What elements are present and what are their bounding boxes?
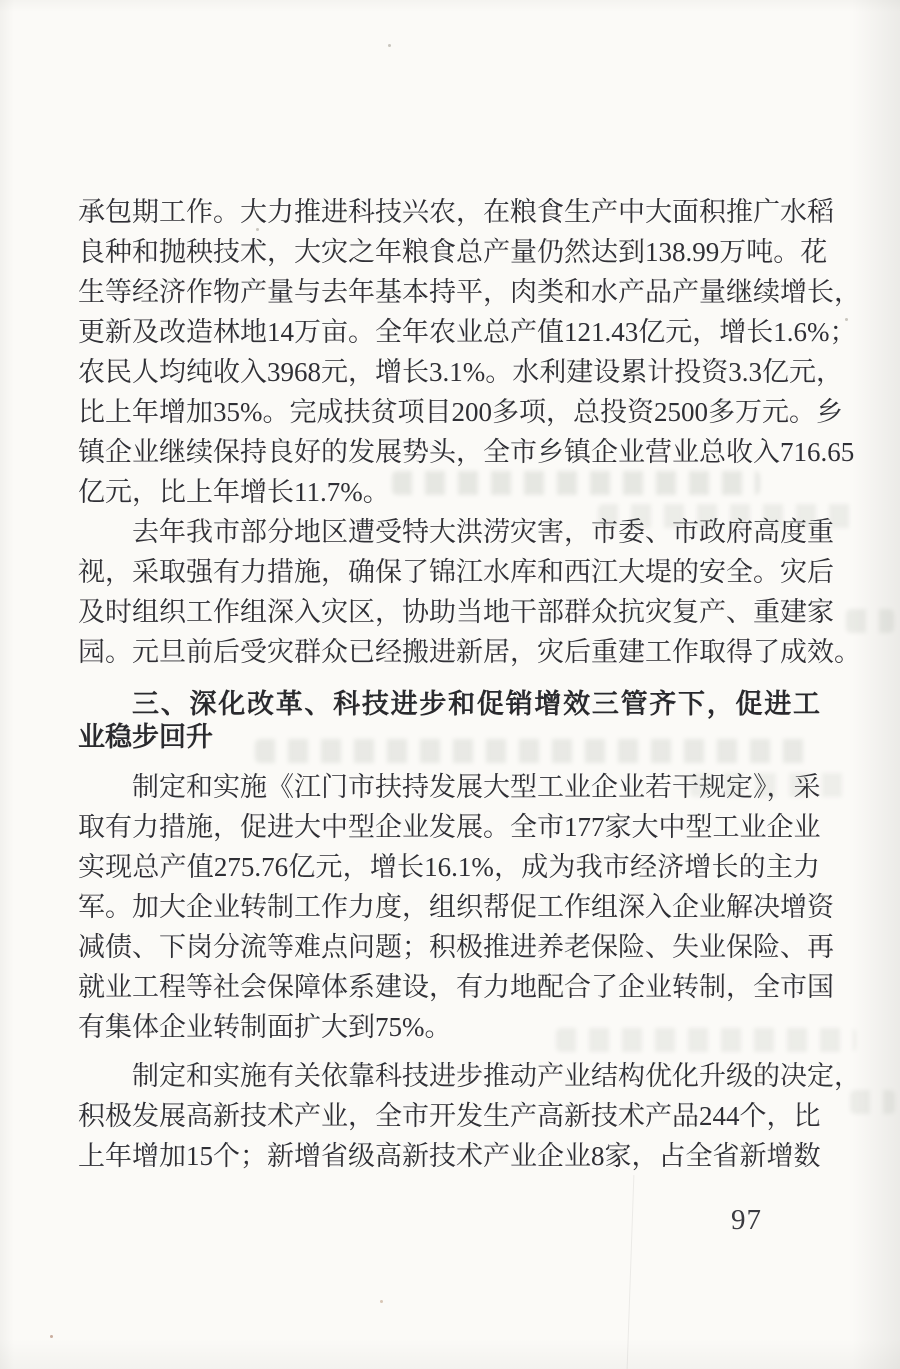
text-line: 取有力措施，促进大中型企业发展。全市177家大中型工业企业 [78, 812, 821, 842]
text-line: 军。加大企业转制工作力度，组织帮促工作组深入企业解决增资 [78, 892, 834, 922]
paragraph-hightech [78, 1056, 861, 1176]
text-line: 制定和实施《江门市扶持发展大型工业企业若干规定》，采 [132, 772, 821, 802]
text-line: 就业工程等社会保障体系建设，有力地配合了企业转制，全市国 [78, 972, 834, 1002]
text-line: 亿元，比上年增长11.7%。 [78, 477, 390, 507]
text-line: 有集体企业转制面扩大到75%。 [78, 1012, 452, 1042]
paragraph-agriculture [78, 192, 861, 512]
paragraph-industry [78, 767, 834, 1047]
ink-bleed-smudge [255, 739, 810, 763]
ink-bleed-smudge [392, 471, 760, 495]
heading-line: 业稳步回升 [78, 722, 213, 753]
dust-speck [388, 44, 391, 47]
dust-speck [845, 318, 848, 321]
dust-speck [256, 228, 259, 231]
ink-bleed-smudge [846, 609, 894, 633]
dust-speck [380, 1300, 383, 1303]
text-line: 视，采取强有力措施，确保了锦江水库和西江大堤的安全。灾后 [78, 557, 834, 587]
ink-bleed-smudge [850, 1090, 895, 1114]
ink-bleed-smudge [556, 1028, 856, 1052]
text-line: 减债、下岗分流等难点问题；积极推进养老保险、失业保险、再 [78, 932, 834, 962]
dust-speck [730, 205, 733, 208]
text-line: 比上年增加35%。完成扶贫项目200多项，总投资2500多万元。乡 [78, 397, 843, 427]
paper-crease [627, 1175, 635, 1369]
text-line: 镇企业继续保持良好的发展势头，全市乡镇企业营业总收入716.65 [78, 437, 855, 467]
text-line: 农民人均纯收入3968元，增长3.1%。水利建设累计投资3.3亿元， [78, 357, 843, 387]
text-line: 上年增加15个；新增省级高新技术产业企业8家，占全省新增数 [78, 1141, 821, 1171]
text-line: 更新及改造林地14万亩。全年农业总产值121.43亿元，增长1.6%； [78, 317, 857, 347]
text-line: 积极发展高新技术产业，全市开发生产高新技术产品244个，比 [78, 1101, 821, 1131]
paragraph-flood-relief [78, 512, 861, 672]
text-line: 制定和实施有关依靠科技进步推动产业结构优化升级的决定， [132, 1061, 861, 1091]
heading-line: 三、深化改革、科技进步和促销增效三管齐下，促进工 [132, 689, 820, 720]
text-line: 承包期工作。大力推进科技兴农，在粮食生产中大面积推广水稻 [78, 197, 834, 227]
text-line: 良种和抛秧技术，大灾之年粮食总产量仍然达到138.99万吨。花 [78, 237, 828, 267]
text-line: 及时组织工作组深入灾区，协助当地干部群众抗灾复产、重建家 [78, 597, 834, 627]
text-line: 生等经济作物产量与去年基本持平，肉类和水产品产量继续增长， [78, 277, 861, 307]
dust-speck [50, 1335, 53, 1338]
text-line: 去年我市部分地区遭受特大洪涝灾害，市委、市政府高度重 [132, 517, 834, 547]
page-number: 97 [731, 1204, 762, 1236]
ink-bleed-smudge [598, 504, 860, 528]
text-line: 园。元旦前后受灾群众已经搬进新居，灾后重建工作取得了成效。 [78, 637, 861, 667]
text-line: 实现总产值275.76亿元，增长16.1%，成为我市经济增长的主力 [78, 852, 820, 882]
ink-bleed-smudge [690, 773, 855, 797]
